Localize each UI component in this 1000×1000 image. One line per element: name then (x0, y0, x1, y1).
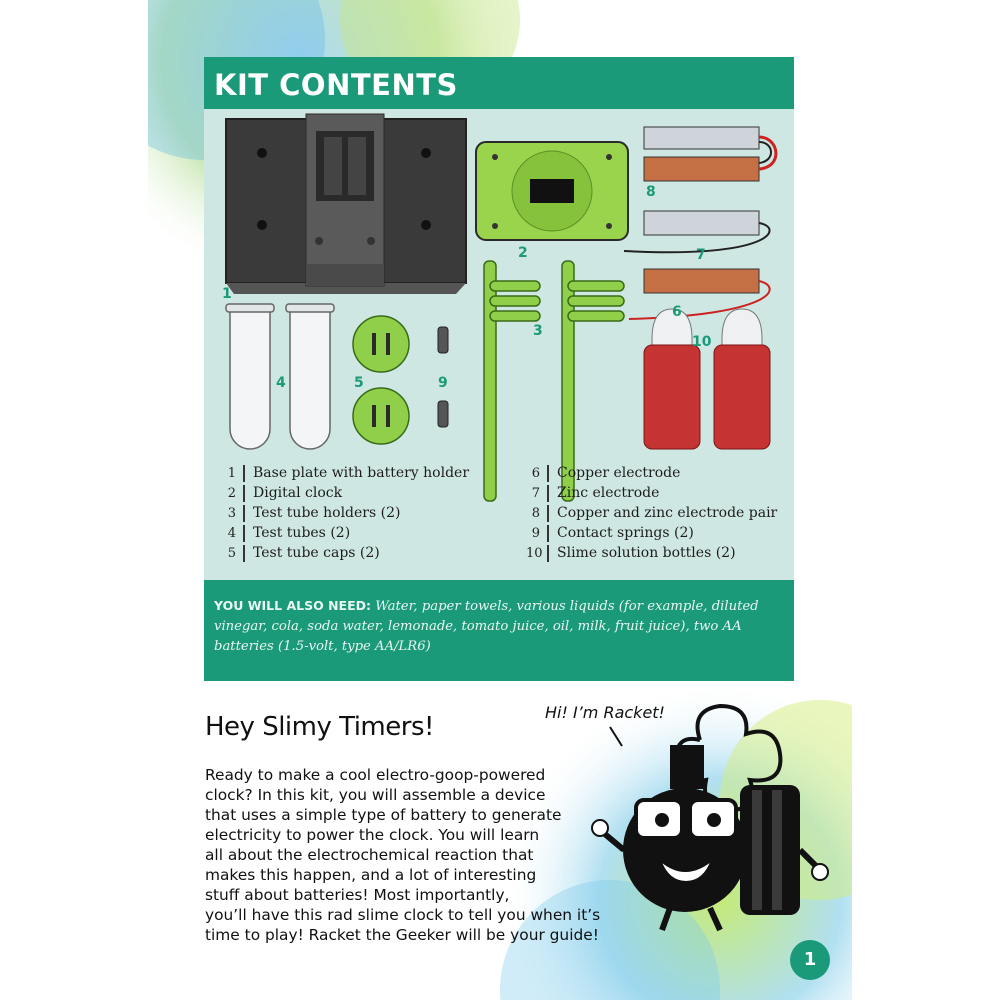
intro-line: clock? In this kit, you will assemble a device (205, 786, 546, 804)
list-item: 10 Slime solution bottles (2) (526, 545, 736, 561)
intro-line: makes this happen, and a lot of interesting (205, 866, 537, 884)
list-item: 2 Digital clock (227, 485, 343, 501)
page-number-badge (790, 940, 830, 980)
also-need-label: YOU WILL ALSO NEED: (214, 598, 371, 613)
base-plate-illustration (226, 114, 466, 294)
label-7: 7 (696, 247, 706, 263)
intro-heading: Hey Slimy Timers! (205, 712, 434, 742)
list-item: 1 Base plate with battery holder (227, 465, 470, 481)
also-need-items: Water, paper towels, various liquids (for example, diluted vinegar, cola, soda water, lemonade, tomato juice, oil, milk, fruit juice), two AA batteries (1.5-volt, type AA/LR6) (214, 599, 759, 654)
electrode-pair-illustration (644, 127, 776, 181)
list-item: 9 Contact springs (2) (531, 525, 694, 541)
list-item: 8 Copper and zinc electrode pair (531, 505, 778, 521)
contents-list-left (222, 463, 469, 563)
intro-line: time to play! Racket the Geeker will be your guide! (205, 926, 599, 944)
also-need-text (214, 596, 784, 657)
label-5: 5 (354, 375, 364, 391)
intro-line: that uses a simple type of battery to generate (205, 806, 562, 824)
list-item: 4 Test tubes (2) (227, 525, 351, 541)
also-need-box (204, 580, 794, 681)
list-item: 5 Test tube caps (2) (227, 545, 380, 561)
kit-illustration (204, 109, 794, 514)
list-item: 6 Copper electrode (531, 465, 681, 481)
list-item: 3 Test tube holders (2) (227, 505, 401, 521)
racket-mascot-illustration (590, 680, 830, 940)
intro-line: you’ll have this rad slime clock to tell you when it’s (205, 906, 601, 924)
slime-bottles-illustration (644, 309, 770, 449)
intro-line: electricity to power the clock. You will learn (205, 826, 540, 844)
label-1: 1 (222, 286, 232, 302)
label-6: 6 (672, 304, 682, 320)
label-4: 4 (276, 375, 286, 391)
page-number: 1 (803, 949, 817, 970)
label-9: 9 (438, 375, 448, 391)
intro-line: all about the electrochemical reaction that (205, 846, 534, 864)
intro-line: Ready to make a cool electro-goop-powered (205, 766, 546, 784)
label-8: 8 (646, 184, 656, 200)
kit-header (204, 57, 794, 109)
label-2: 2 (518, 245, 528, 261)
digital-clock-illustration (476, 142, 628, 240)
intro-paragraph (205, 765, 625, 945)
label-10: 10 (692, 334, 712, 350)
label-3: 3 (533, 323, 543, 339)
mascot-speech: Hi! I’m Racket! (545, 703, 665, 722)
intro-line: stuff about batteries! Most importantly, (205, 886, 510, 904)
contents-list-right (526, 463, 777, 563)
list-item: 7 Zinc electrode (531, 485, 660, 501)
kit-title: KIT CONTENTS (214, 68, 458, 102)
kit-contents-panel (204, 57, 794, 681)
